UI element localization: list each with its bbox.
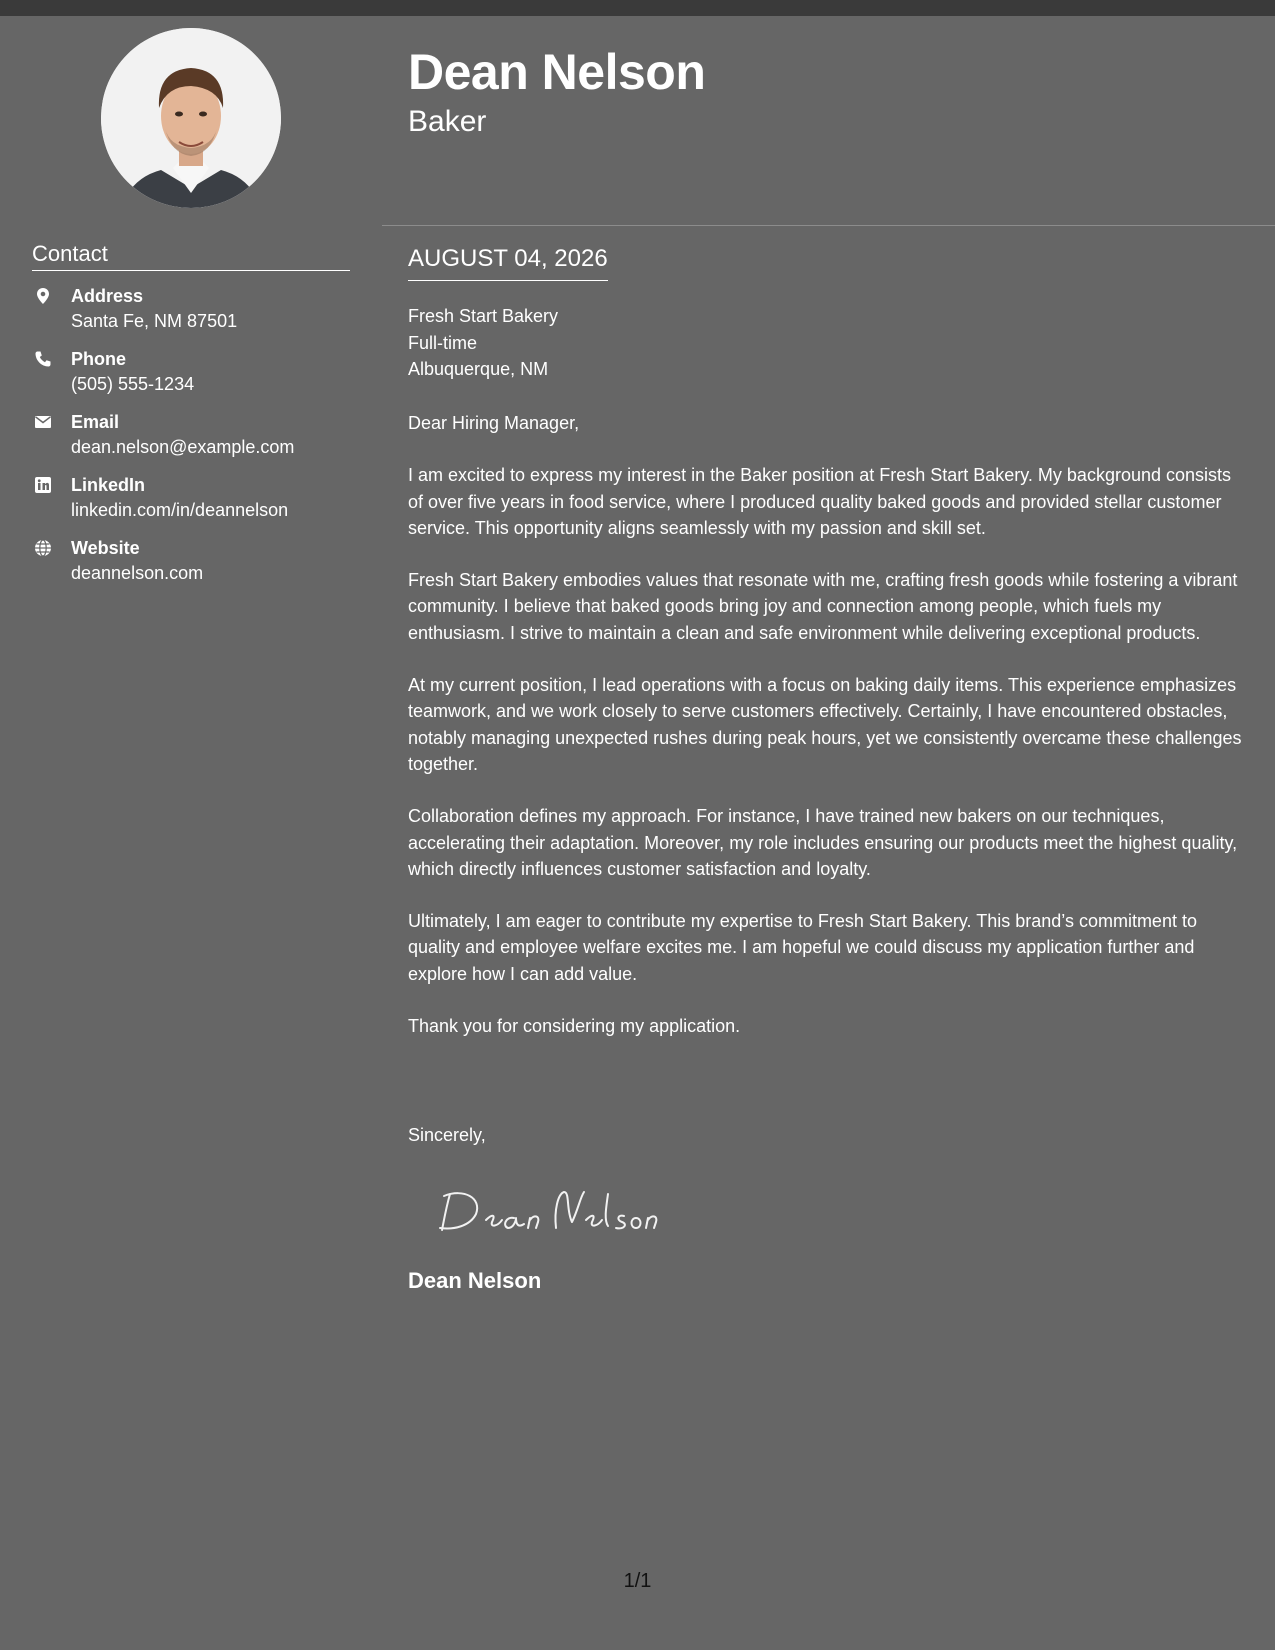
email-value: dean.nelson@example.com xyxy=(71,437,295,457)
recipient-job-type: Full-time xyxy=(408,332,478,353)
top-bar xyxy=(0,0,1275,16)
contact-item-address xyxy=(32,285,362,348)
handwritten-signature xyxy=(438,1180,658,1240)
letter-body xyxy=(408,410,1250,1065)
recipient-company: Fresh Start Bakery xyxy=(408,306,559,326)
closing: Sincerely, xyxy=(408,1125,486,1145)
contact-item-website xyxy=(32,537,362,600)
letter-paragraph: At my current position, I lead operations with a focus on baking daily items. This experience emphasizes teamwork, and we work closely to serve customers effectively. Certainly, I have encountered obstacles, notably managing unexpected rushes during peak hours, yet we consistently overcame these challenges together. xyxy=(408,675,1242,774)
page-number: 1/1 xyxy=(623,1570,652,1592)
website-value: deannelson.com xyxy=(71,563,204,583)
contact-item-email xyxy=(32,411,362,474)
phone-icon xyxy=(34,350,52,368)
linkedin-label: LinkedIn xyxy=(71,475,146,495)
recipient-location: Albuquerque, NM xyxy=(408,359,549,379)
globe-icon xyxy=(34,539,52,557)
profile-photo xyxy=(101,28,281,208)
job-title: Baker xyxy=(408,105,487,138)
letter-paragraph: Ultimately, I am eager to contribute my expertise to Fresh Start Bakery. This brand’s commitment to quality and employee welfare excites me. I am hopeful we could discuss my application further and explore how I can add value. xyxy=(408,911,1197,984)
linkedin-value: linkedin.com/in/deannelson xyxy=(71,500,289,520)
address-value: Santa Fe, NM 87501 xyxy=(71,311,238,331)
website-label: Website xyxy=(71,538,140,558)
contact-heading: Contact xyxy=(32,240,350,271)
header-divider xyxy=(382,225,1275,226)
avatar xyxy=(101,28,281,208)
email-label: Email xyxy=(71,412,120,432)
linkedin-icon xyxy=(34,476,52,494)
address-label: Address xyxy=(71,286,144,306)
phone-label: Phone xyxy=(71,349,127,369)
letter-paragraph: Thank you for considering my application. xyxy=(408,1016,741,1037)
contact-item-phone xyxy=(32,348,362,411)
candidate-name: Dean Nelson xyxy=(408,44,706,100)
letter-paragraph: Fresh Start Bakery embodies values that resonate with me, crafting fresh goods while fostering a vibrant community. I believe that baked goods bring joy and connection among people, which fuels my enthusiasm. I strive to maintain a clean and safe environment while delivering exceptional products. xyxy=(408,570,1238,643)
contact-item-linkedin xyxy=(32,474,362,537)
map-pin-icon xyxy=(34,287,52,305)
recipient-block xyxy=(408,303,558,383)
phone-value: (505) 555-1234 xyxy=(71,374,195,394)
salutation: Dear Hiring Manager, xyxy=(408,413,580,433)
letter-date: AUGUST 04, 2026 xyxy=(408,244,608,281)
contact-list xyxy=(32,285,362,600)
envelope-icon xyxy=(34,413,52,431)
signer-name: Dean Nelson xyxy=(408,1268,542,1293)
letter-paragraph: I am excited to express my interest in the Baker position at Fresh Start Bakery. My background consists of over five years in food service, where I produced quality baked goods and provided stellar customer service. This opportunity aligns seamlessly with my passion and skill set. xyxy=(408,465,1232,538)
letter-paragraph: Collaboration defines my approach. For instance, I have trained new bakers on our techniques, accelerating their adaptation. Moreover, my role includes ensuring our products meet the highest quality, which directly influences customer satisfaction and loyalty. xyxy=(408,806,1238,879)
